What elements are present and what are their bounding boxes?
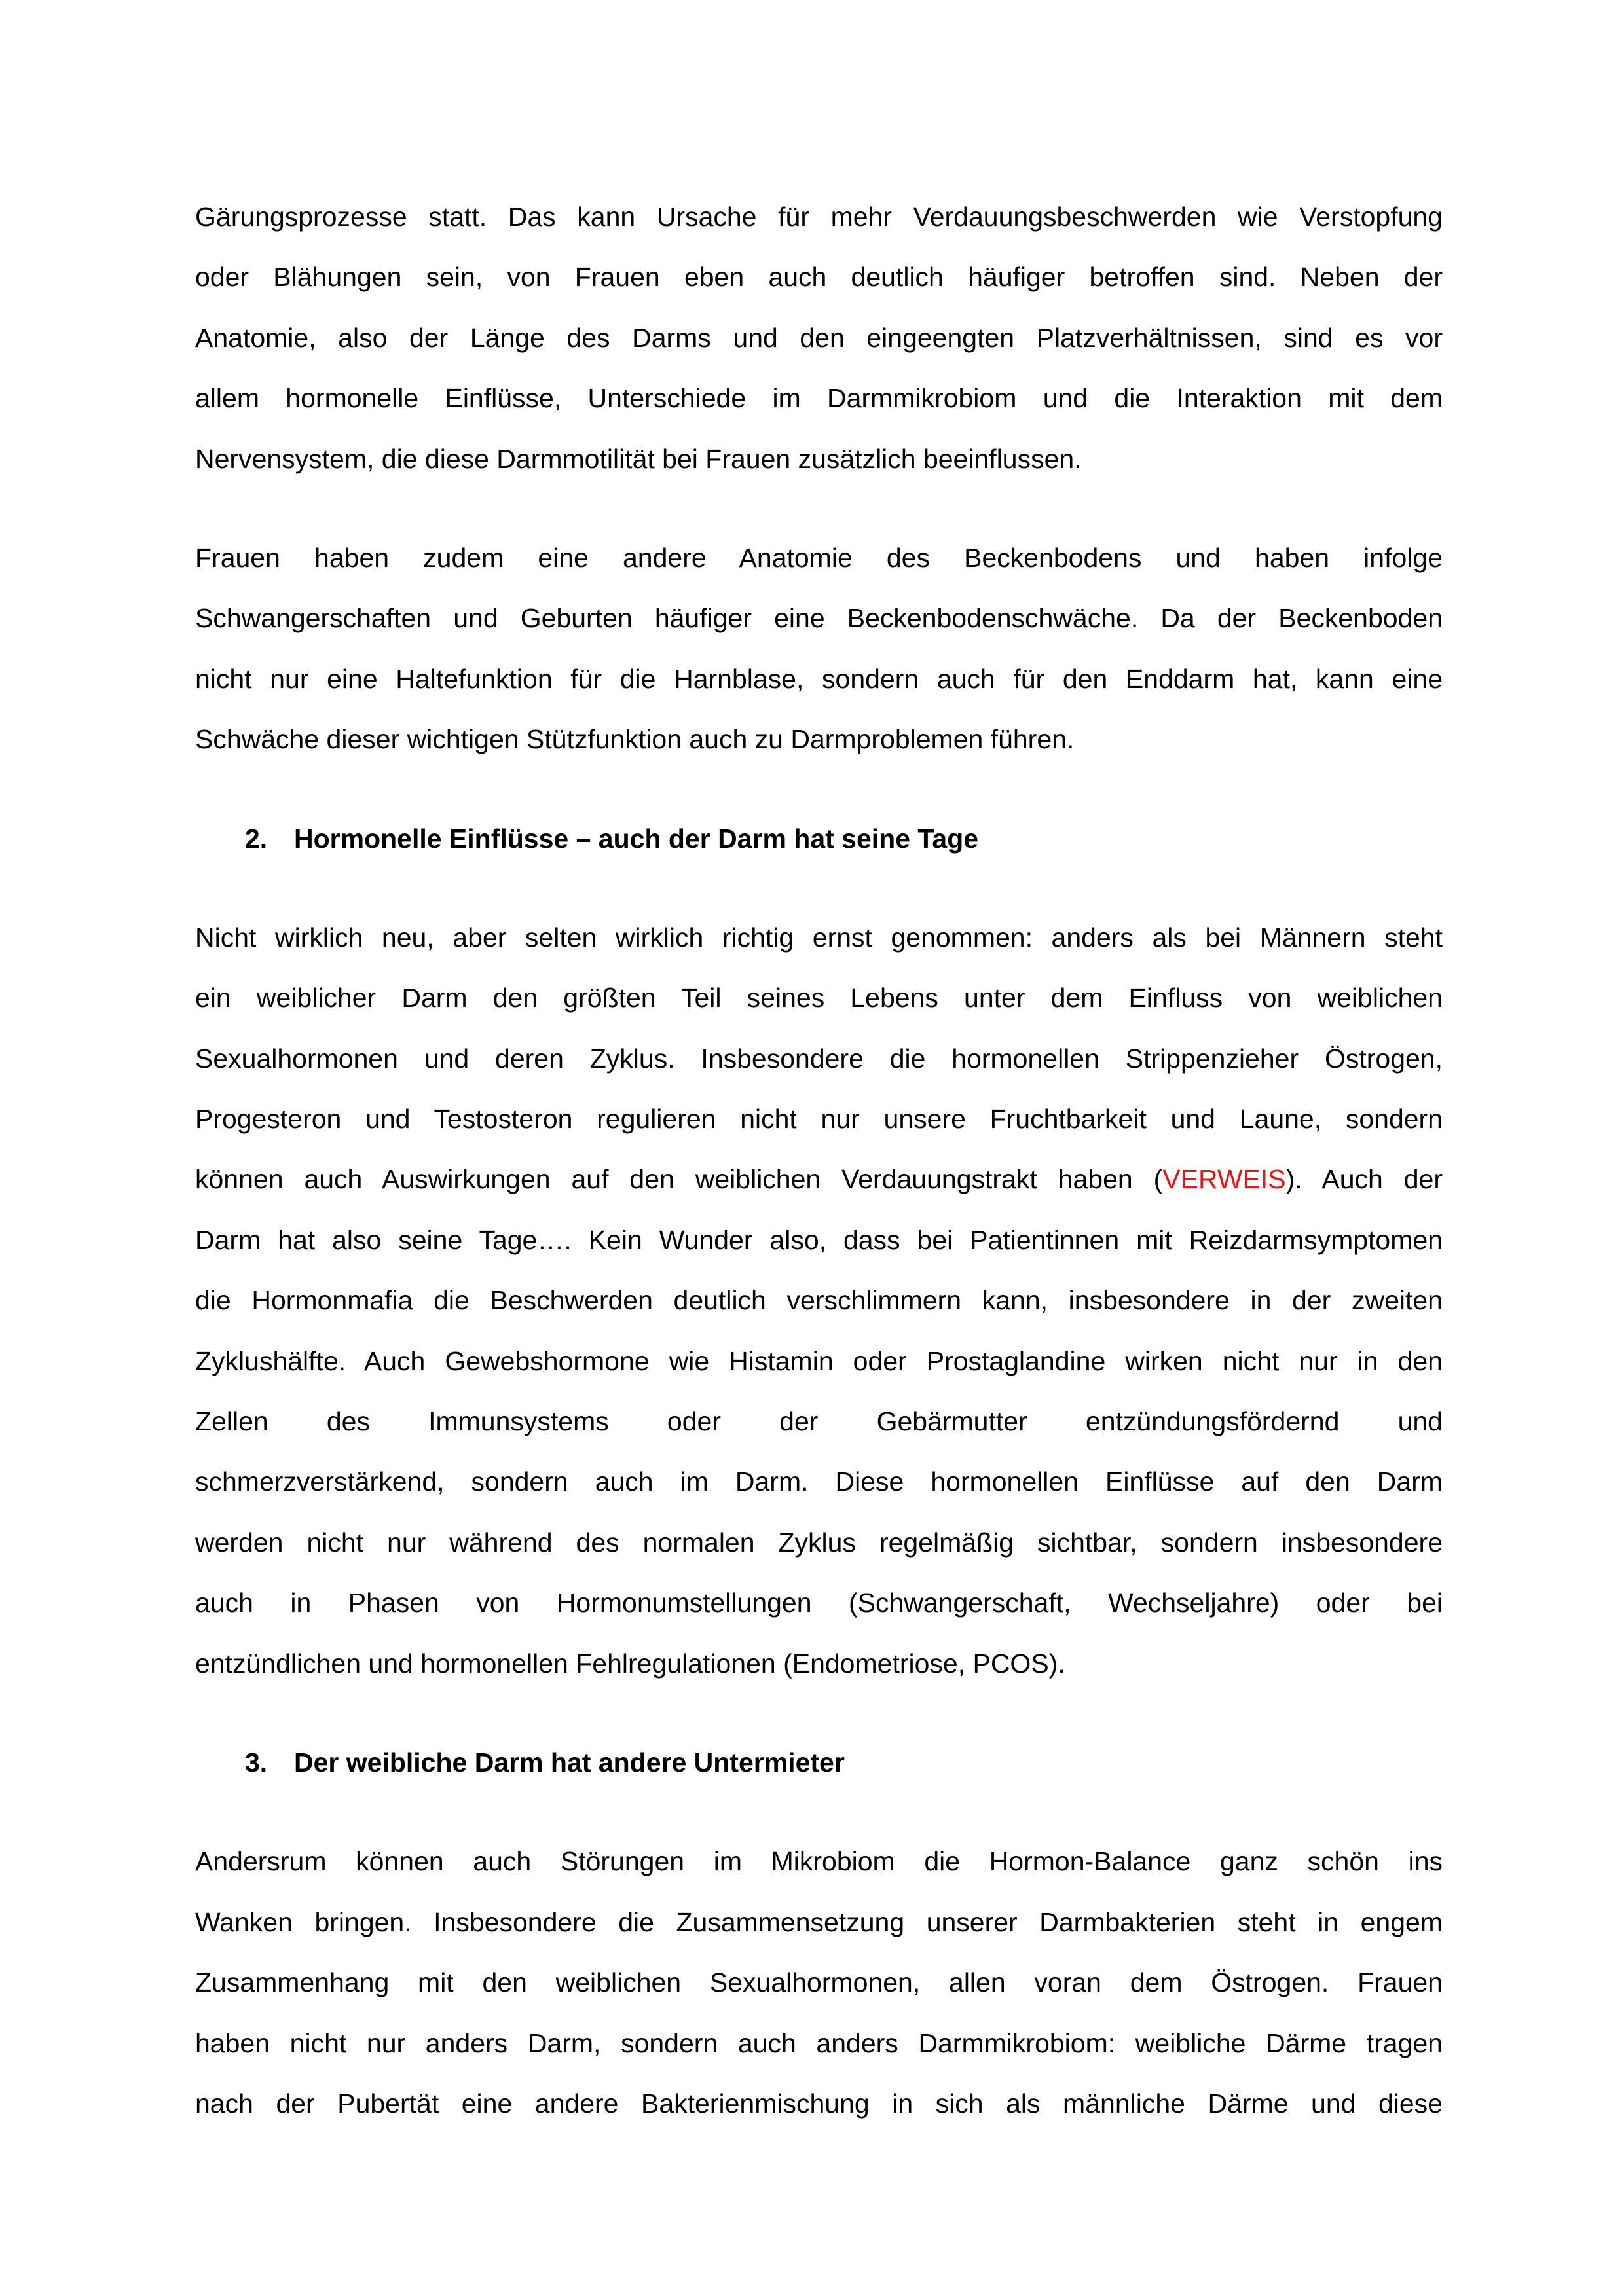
document-page [195,187,1443,2172]
text-line: nach der Pubertät eine andere Bakterienmischung in sich als männliche Därme und diese [195,2088,1443,2119]
text-line: Andersrum können auch Störungen im Mikrobiom die Hormon-Balance ganz schön ins [195,1846,1443,1877]
paragraph-2 [195,528,1443,770]
text-line: allem hormonelle Einflüsse, Unterschiede im Darmmikrobiom und die Interaktion mit dem [195,383,1443,414]
text-line: ein weiblicher Darm den größten Teil seines Lebens unter dem Einfluss von weiblichen [195,983,1443,1013]
text-line: Wanken bringen. Insbesondere die Zusammensetzung unserer Darmbakterien steht in engem [195,1906,1443,1937]
paragraph-1 [195,187,1443,489]
text-segment: ). Auch der [1285,1164,1443,1195]
section-heading-2 [195,809,1443,869]
text-line: Schwangerschaften und Geburten häufiger eine Beckenbodenschwäche. Da der Beckenboden [195,603,1443,634]
text-line: nicht nur eine Haltefunktion für die Harnblase, sondern auch für den Enddarm hat, kann eine [195,663,1443,694]
text-line: Anatomie, also der Länge des Darms und den eingeengten Platzverhältnissen, sind es vor [195,322,1443,353]
text-line: die Hormonmafia die Beschwerden deutlich verschlimmern kann, insbesondere in der zweiten [195,1285,1443,1316]
text-line: haben nicht nur anders Darm, sondern auch anders Darmmikrobiom: weibliche Därme tragen [195,2028,1443,2058]
heading-number: 3. [245,1747,268,1777]
text-line: oder Blähungen sein, von Frauen eben auch deutlich häufiger betroffen sind. Neben der [195,262,1443,293]
text-line: Nervensystem, die diese Darmmotilität bei Frauen zusätzlich beeinflussen. [195,443,1082,474]
reference-placeholder: VERWEIS [1162,1164,1286,1195]
heading-number: 2. [245,823,268,854]
text-line: werden nicht nur während des normalen Zyklus regelmäßig sichtbar, sondern insbesondere [195,1527,1443,1558]
text-line: Frauen haben zudem eine andere Anatomie des Beckenbodens und haben infolge [195,542,1443,573]
paragraph-3 [195,907,1443,1694]
text-line: entzündlichen und hormonellen Fehlregulationen (Endometriose, PCOS). [195,1648,1065,1679]
paragraph-4 [195,1831,1443,2134]
text-line: Zellen des Immunsystems oder der Gebärmutter entzündungsfördernd und [195,1406,1443,1437]
section-heading-3 [195,1732,1443,1793]
text-line: Progesteron und Testosteron regulieren nicht nur unsere Fruchtbarkeit und Laune, sondern [195,1104,1443,1135]
text-line: Zyklushälfte. Auch Gewebshormone wie Histamin oder Prostaglandine wirken nicht nur in den [195,1345,1443,1376]
text-line: Zusammenhang mit den weiblichen Sexualhormonen, allen voran dem Östrogen. Frauen [195,1967,1443,1998]
text-line: Nicht wirklich neu, aber selten wirklich richtig ernst genommen: anders als bei Männern steht [195,922,1443,953]
text-line: Sexualhormonen und deren Zyklus. Insbesondere die hormonellen Strippenzieher Östrogen, [195,1043,1443,1074]
text-line: auch in Phasen von Hormonumstellungen (Schwangerschaft, Wechseljahre) oder bei [195,1588,1443,1618]
text-line: schmerzverstärkend, sondern auch im Darm. Diese hormonellen Einflüsse auf den Darm [195,1467,1443,1497]
text-line: Darm hat also seine Tage…. Kein Wunder also, dass bei Patientinnen mit Reizdarmsymptomen [195,1224,1443,1255]
heading-text: Hormonelle Einflüsse – auch der Darm hat seine Tage [294,823,979,854]
text-line [195,1149,1443,1209]
text-line: Gärungsprozesse statt. Das kann Ursache für mehr Verdauungsbeschwerden wie Verstopfung [195,202,1443,232]
text-line: Schwäche dieser wichtigen Stützfunktion auch zu Darmproblemen führen. [195,724,1075,755]
text-segment: können auch Auswirkungen auf den weiblichen Verdauungstrakt haben ( [195,1164,1163,1195]
heading-text: Der weibliche Darm hat andere Untermieter [294,1747,845,1777]
